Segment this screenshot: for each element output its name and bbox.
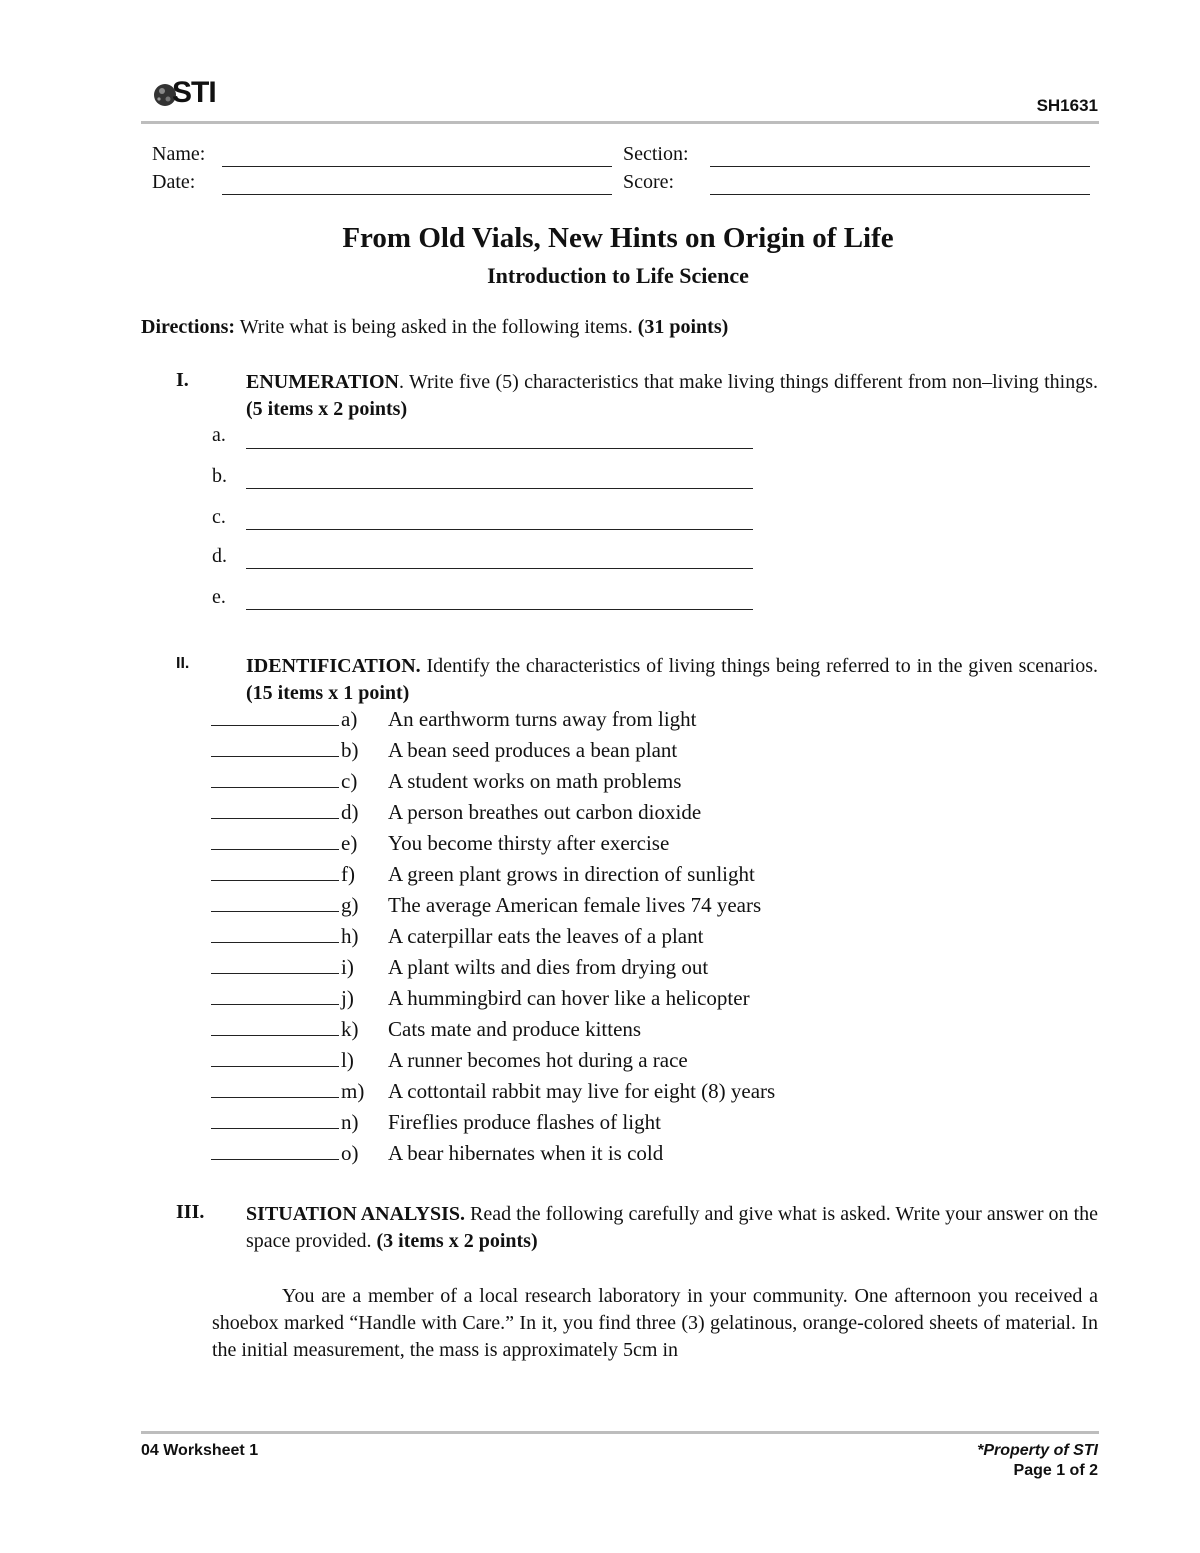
id-item-letter: f) — [341, 862, 355, 886]
id-answer-blank[interactable] — [211, 787, 339, 788]
footer-page-number: Page 1 of 2 — [1013, 1462, 1098, 1479]
enum-answer-a[interactable] — [246, 448, 753, 449]
id-answer-blank[interactable] — [211, 880, 339, 881]
id-answer-blank[interactable] — [211, 725, 339, 726]
id-item-text: A plant wilts and dies from drying out — [388, 955, 709, 979]
section2-text: Identify the characteristics of living things being referred to in the given scenarios. — [420, 655, 1098, 677]
id-item-letter: i) — [341, 955, 354, 979]
id-answer-blank[interactable] — [211, 1035, 339, 1036]
footer-worksheet: 04 Worksheet 1 — [141, 1442, 259, 1459]
id-answer-blank[interactable] — [211, 1097, 339, 1098]
page-subtitle: Introduction to Life Science — [487, 263, 749, 288]
id-answer-blank[interactable] — [211, 1159, 339, 1160]
section1-instructions — [246, 369, 1098, 423]
sti-logo — [152, 78, 232, 114]
enum-answer-e[interactable] — [246, 609, 753, 610]
name-label: Name: — [152, 143, 206, 165]
enum-item-letter: c. — [212, 506, 226, 528]
id-item-letter: a) — [341, 707, 358, 731]
id-answer-blank[interactable] — [211, 756, 339, 757]
score-label: Score: — [623, 171, 675, 193]
enum-item-letter: d. — [212, 545, 227, 567]
date-label: Date: — [152, 171, 196, 193]
section1-points: (5 items x 2 points) — [246, 398, 408, 420]
section3-points: (3 items x 2 points) — [376, 1230, 538, 1252]
id-item-text: A caterpillar eats the leaves of a plant — [388, 924, 704, 948]
id-item-text: You become thirsty after exercise — [388, 831, 670, 855]
id-item-text: A runner becomes hot during a race — [388, 1048, 688, 1072]
enum-answer-c[interactable] — [246, 529, 753, 530]
enum-item-letter: a. — [212, 424, 226, 446]
id-answer-blank[interactable] — [211, 1004, 339, 1005]
id-item-text: The average American female lives 74 years — [388, 893, 762, 917]
id-item-letter: k) — [341, 1017, 359, 1041]
id-item-letter: e) — [341, 831, 358, 855]
id-item-letter: n) — [341, 1110, 359, 1134]
footer-divider — [141, 1431, 1099, 1434]
enum-item-letter: e. — [212, 586, 226, 608]
id-item-letter: o) — [341, 1141, 359, 1165]
id-item-text: A hummingbird can hover like a helicopter — [388, 986, 750, 1010]
section2-numeral: II. — [176, 655, 190, 672]
id-item-text: A bear hibernates when it is cold — [388, 1141, 664, 1165]
directions-text: Write what is being asked in the following items. — [235, 316, 638, 338]
id-item-text: A person breathes out carbon dioxide — [388, 800, 702, 824]
id-item-text: Cats mate and produce kittens — [388, 1017, 642, 1041]
id-item-letter: m) — [341, 1079, 365, 1103]
section2-points: (15 items x 1 point) — [246, 682, 410, 704]
id-answer-blank[interactable] — [211, 911, 339, 912]
section3-numeral: III. — [176, 1201, 205, 1223]
id-answer-blank[interactable] — [211, 1128, 339, 1129]
id-item-letter: g) — [341, 893, 359, 917]
section1-text: . Write five (5) characteristics that make living things different from non–living things. — [398, 371, 1098, 393]
date-field[interactable] — [222, 194, 612, 195]
id-answer-blank[interactable] — [211, 818, 339, 819]
id-answer-blank[interactable] — [211, 973, 339, 974]
enum-item-letter: b. — [212, 465, 227, 487]
document-code: SH1631 — [1036, 96, 1098, 115]
id-item-letter: b) — [341, 738, 359, 762]
section-label: Section: — [623, 143, 689, 165]
logo-text: STI — [172, 76, 216, 109]
id-item-letter: h) — [341, 924, 359, 948]
id-answer-blank[interactable] — [211, 849, 339, 850]
section1-heading: ENUMERATION — [246, 371, 399, 393]
id-item-text: A bean seed produces a bean plant — [388, 738, 678, 762]
footer-property: *Property of STI — [977, 1442, 1098, 1459]
id-item-text: An earthworm turns away from light — [388, 707, 697, 731]
id-item-letter: d) — [341, 800, 359, 824]
header-divider — [141, 121, 1099, 124]
section2-heading: IDENTIFICATION. — [246, 655, 421, 677]
id-item-text: A cottontail rabbit may live for eight (8) years — [388, 1079, 776, 1103]
id-item-letter: c) — [341, 769, 358, 793]
name-field[interactable] — [222, 166, 612, 167]
id-answer-blank[interactable] — [211, 942, 339, 943]
directions — [141, 314, 728, 341]
section3-text: Read the following carefully and give what is asked. Write your answer on the space provided. — [246, 1203, 1098, 1252]
section3-heading: SITUATION ANALYSIS. — [246, 1203, 466, 1225]
section-field[interactable] — [710, 166, 1090, 167]
directions-points: (31 points) — [637, 316, 729, 338]
situation-paragraph: You are a member of a local research laboratory in your community. One afternoon you received a shoebox marked “Handle with Care.” In it, you find three (3) gelatinous, orange-colored sheets of material. In the initial measurement, the mass is approximately 5cm in — [212, 1285, 1098, 1361]
id-item-letter: j) — [341, 986, 354, 1010]
score-field[interactable] — [710, 194, 1090, 195]
id-answer-blank[interactable] — [211, 1066, 339, 1067]
directions-label: Directions: — [141, 316, 236, 338]
page-title: From Old Vials, New Hints on Origin of Life — [342, 222, 894, 254]
enum-answer-b[interactable] — [246, 488, 753, 489]
section3-instructions — [246, 1201, 1098, 1255]
id-item-text: A green plant grows in direction of sunlight — [388, 862, 755, 886]
id-item-text: A student works on math problems — [388, 769, 682, 793]
enum-answer-d[interactable] — [246, 568, 753, 569]
section1-numeral: I. — [176, 369, 189, 391]
id-item-text: Fireflies produce flashes of light — [388, 1110, 661, 1134]
section2-instructions — [246, 653, 1098, 707]
id-item-letter: l) — [341, 1048, 354, 1072]
